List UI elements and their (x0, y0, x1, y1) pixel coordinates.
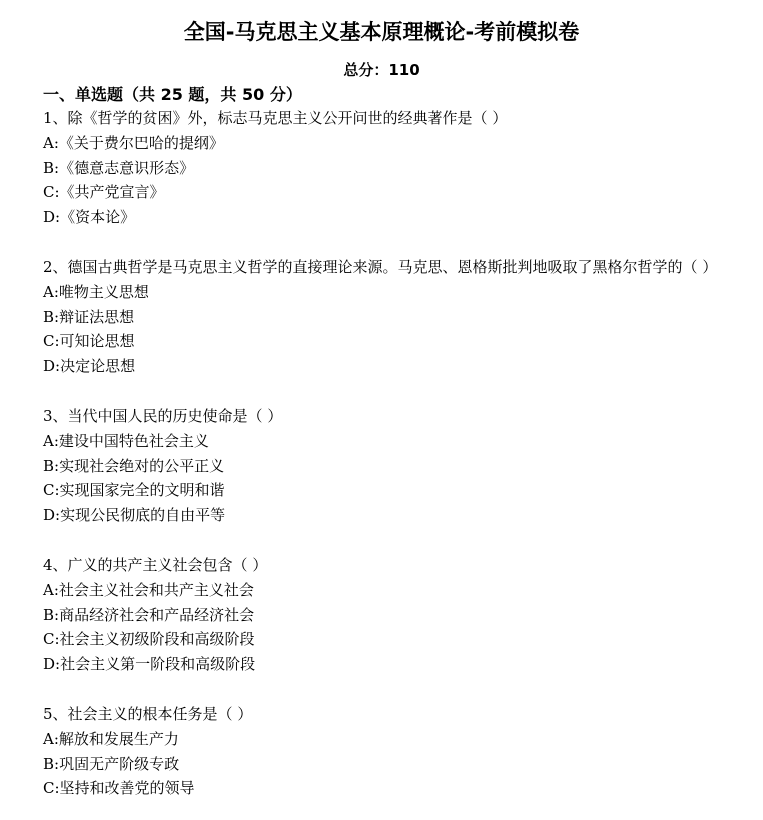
question-list (43, 106, 723, 820)
option-b: B:商品经济社会和产品经济社会 (43, 605, 255, 624)
question-1 (43, 106, 723, 230)
option-a: A:社会主义社会和共产主义社会 (43, 580, 254, 599)
option-a: A:唯物主义思想 (43, 282, 149, 301)
option-c: C:实现国家完全的文明和谐 (43, 481, 225, 500)
question-stem: 5、社会主义的根本任务是（ ） (43, 704, 253, 723)
question-stem: 4、广义的共产主义社会包含（ ） (43, 555, 268, 574)
option-b: B:实现社会绝对的公平正义 (43, 456, 225, 475)
option-d: D:实现公民彻底的自由平等 (43, 506, 226, 525)
option-b: B:巩固无产阶级专政 (43, 754, 180, 773)
question-4 (43, 553, 723, 677)
option-a: A:解放和发展生产力 (43, 729, 179, 748)
total-score: 总分：110 (343, 61, 420, 79)
option-a: A:《关于费尔巴哈的提纲》 (43, 133, 224, 152)
option-c: C:《共产党宣言》 (43, 183, 165, 202)
question-stem: 1、除《哲学的贫困》外，标志马克思主义公开问世的经典著作是（ ） (43, 109, 508, 127)
question-3 (43, 404, 723, 528)
question-stem: 2、德国古典哲学是马克思主义哲学的直接理论来源。马克思、恩格斯批判地吸取了黑格尔哲学的（ ） (43, 257, 718, 276)
option-c: C:可知论思想 (43, 332, 135, 351)
option-d: D:决定论思想 (43, 357, 136, 376)
option-b: B:辩证法思想 (43, 307, 135, 326)
section-heading: 一、单选题（共 25 题，共 50 分） (43, 85, 302, 104)
question-stem: 3、当代中国人民的历史使命是（ ） (43, 406, 283, 425)
option-d: D:《资本论》 (43, 208, 136, 227)
question-2 (43, 255, 723, 379)
option-c: C:社会主义初级阶段和高级阶段 (43, 630, 255, 649)
page-title: 全国-马克思主义基本原理概论-考前模拟卷 (183, 20, 580, 44)
question-5 (43, 702, 723, 801)
option-b: B:《德意志意识形态》 (43, 158, 195, 177)
option-c: C:坚持和改善党的领导 (43, 779, 195, 798)
option-d: D:社会主义第一阶段和高级阶段 (43, 655, 256, 674)
option-a: A:建设中国特色社会主义 (43, 431, 209, 450)
